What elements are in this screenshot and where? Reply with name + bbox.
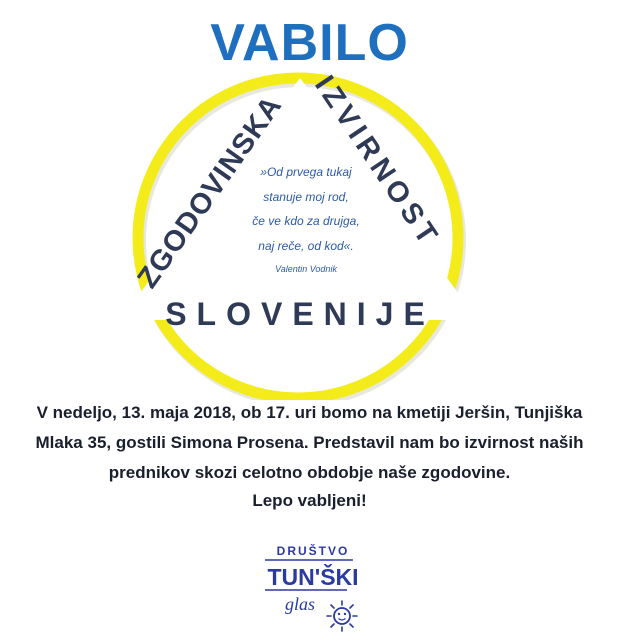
quote-line-4: naj reče, od kod«. bbox=[258, 239, 354, 253]
right-word: IZVIRNOST bbox=[308, 70, 446, 254]
left-word: ZGODOVINSKA bbox=[131, 90, 289, 295]
logo-script-text: glas bbox=[285, 594, 316, 614]
bottom-word: SLOVENIJE bbox=[165, 296, 435, 332]
drustvo-tunski-glas-logo bbox=[255, 538, 367, 638]
quote-author: Valentin Vodnik bbox=[275, 264, 337, 274]
invitation-line-1: V nedeljo, 13. maja 2018, ob 17. uri bomo na kmetiji Jeršin, Tunjiška bbox=[36, 403, 583, 422]
quote-line-3: če ve kdo za drujga, bbox=[252, 214, 360, 228]
logo-top-text: DRUŠTVO bbox=[276, 544, 350, 558]
invitation-text bbox=[20, 398, 599, 488]
page-title: VABILO bbox=[210, 14, 409, 72]
invitation-line-2: Mlaka 35, gostili Simona Prosena. Predstavil nam bo izvirnost naših bbox=[35, 433, 584, 452]
sun-face-icon bbox=[327, 601, 357, 631]
quote-line-2: stanuje moj rod, bbox=[263, 190, 349, 204]
closing-text: Lepo vabljeni! bbox=[252, 491, 367, 510]
invitation-line-3: prednikov skozi celotno obdobje naše zgodovine. bbox=[108, 463, 511, 482]
quote-line-1: »Od prvega tukaj bbox=[260, 165, 352, 179]
logo-main-text: TUN'ŠKI bbox=[267, 564, 359, 590]
